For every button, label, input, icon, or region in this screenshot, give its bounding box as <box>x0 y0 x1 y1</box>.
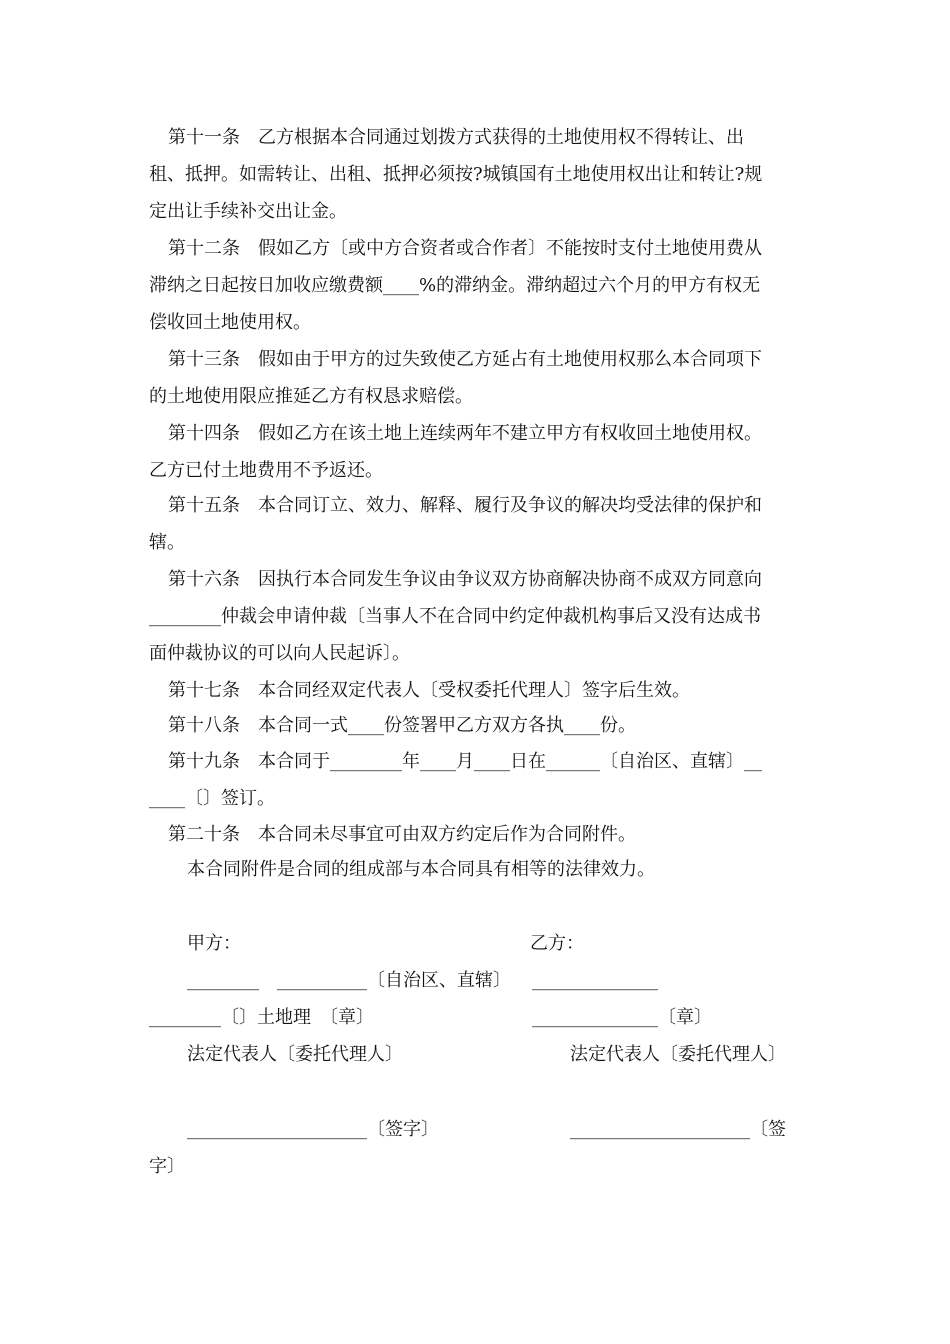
attachment-note: 本合同附件是合同的组成部与本合同具有相等的法律效力。 <box>187 859 655 880</box>
clause-14-line-2: 乙方已付土地费用不予返还。 <box>149 460 383 481</box>
clause-18-line-1: 第十八条 本合同一式____份签署甲乙方双方各执____份。 <box>168 715 636 736</box>
party-b-signature-line: ____________________〔签 <box>570 1119 786 1140</box>
party-a-label: 甲方： <box>187 933 241 954</box>
clause-15-line-1: 第十五条 本合同订立、效力、解释、履行及争议的解决均受法律的保护和 <box>168 495 762 516</box>
clause-13-line-2: 的土地使用限应推延乙方有权恳求赔偿。 <box>149 386 473 407</box>
clause-11-line-3: 定出让手续补交出让金。 <box>149 201 347 222</box>
clause-13-line-1: 第十三条 假如由于甲方的过失致使乙方延占有土地使用权那么本合同项下 <box>168 349 762 370</box>
clause-16-line-3: 面仲裁协议的可以向人民起诉〕。 <box>149 643 410 664</box>
clause-14-line-1: 第十四条 假如乙方在该土地上连续两年不建立甲方有权收回土地使用权。 <box>168 423 762 444</box>
clause-15-line-2: 辖。 <box>149 532 185 553</box>
party-b-address-line: ______________ <box>532 970 658 991</box>
party-a-address-line: ________ __________〔自治区、直辖〕 <box>187 970 511 991</box>
clause-19-line-2: ____〔〕签订。 <box>149 788 275 809</box>
party-b-signature-wrap: 字〕 <box>149 1156 185 1177</box>
party-b-representative: 法定代表人〔委托代理人〕 <box>570 1044 786 1065</box>
clause-20-line-1: 第二十条 本合同未尽事宜可由双方约定后作为合同附件。 <box>168 824 636 845</box>
clause-16-line-2: ________仲裁会申请仲裁〔当事人不在合同中约定仲裁机构事后又没有达成书 <box>149 606 761 627</box>
clause-12-line-2: 滞纳之日起按日加收应缴费额____%的滞纳金。滞纳超过六个月的甲方有权无 <box>149 275 761 296</box>
party-a-signature-line: ____________________〔签字〕 <box>187 1119 439 1140</box>
clause-12-line-3: 偿收回土地使用权。 <box>149 312 311 333</box>
clause-12-line-1: 第十二条 假如乙方〔或中方合资者或合作者〕不能按时支付土地使用费从 <box>168 238 762 259</box>
clause-19-line-1: 第十九条 本合同于________年____月____日在______〔自治区、直辖〕__ <box>168 751 762 772</box>
clause-11-line-1: 第十一条 乙方根据本合同通过划拨方式获得的土地使用权不得转让、出 <box>168 127 744 148</box>
party-b-label: 乙方： <box>530 933 584 954</box>
party-b-seal-line: ______________〔章〕 <box>532 1007 712 1028</box>
clause-17-line-1: 第十七条 本合同经双定代表人〔受权委托代理人〕签字后生效。 <box>168 680 690 701</box>
clause-11-line-2: 租、抵押。如需转让、出租、抵押必须按?城镇国有土地使用权出让和转让?规 <box>149 164 763 185</box>
party-a-representative: 法定代表人〔委托代理人〕 <box>187 1044 403 1065</box>
party-a-seal-line: ________〔〕土地理 〔章〕 <box>149 1007 374 1028</box>
clause-16-line-1: 第十六条 因执行本合同发生争议由争议双方协商解决协商不成双方同意向 <box>168 569 762 590</box>
